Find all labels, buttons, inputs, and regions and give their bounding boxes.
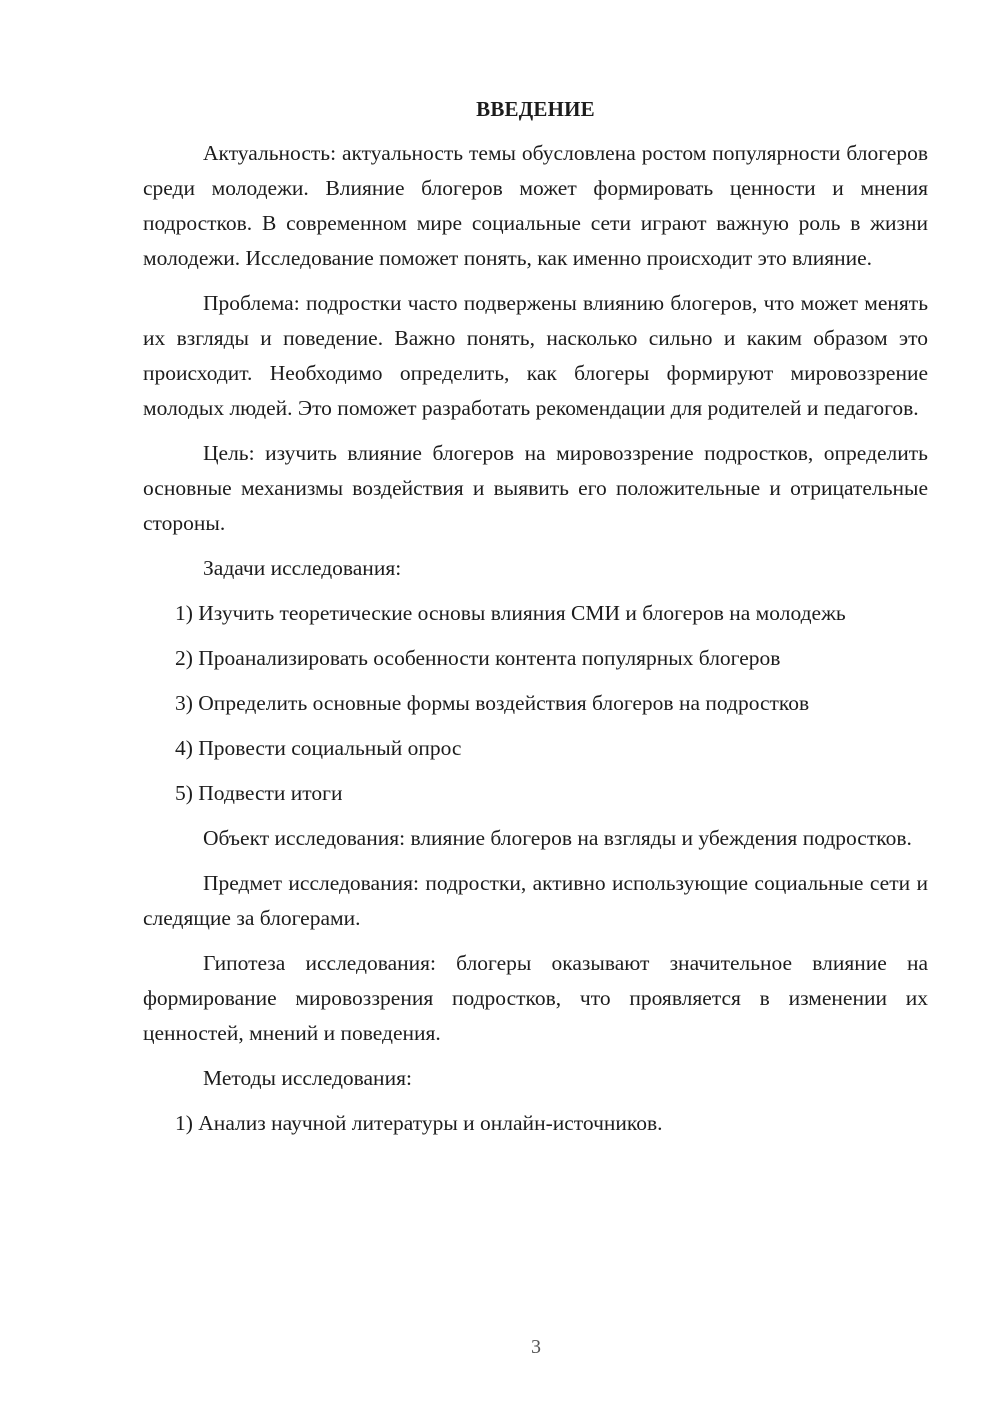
hypothesis-paragraph: Гипотеза исследования: блогеры оказывают значительное влияние на формирование мировоззрения подростков, что проявляется в изменении их ценностей, мнений и поведения. (143, 951, 928, 1045)
subject-paragraph: Предмет исследования: подростки, активно использующие социальные сети и следящие за блогерами. (143, 871, 928, 930)
methods-heading: Методы исследования: (203, 1066, 412, 1090)
goal-paragraph: Цель: изучить влияние блогеров на мировоззрение подростков, определить основные механизмы воздействия и выявить его положительные и отрицательные стороны. (143, 441, 928, 535)
task-item-5: 5) Подвести итоги (175, 781, 343, 805)
relevance-paragraph: Актуальность: актуальность темы обусловлена ростом популярности блогеров среди молодежи. Влияние блогеров может формировать ценности и мнения подростков. В современном мире социальные сети играют важную роль в жизни молодежи. Исследование поможет понять, как именно происходит это влияние. (143, 141, 928, 270)
task-item-3: 3) Определить основные формы воздействия блогеров на подростков (175, 691, 810, 715)
task-item-2: 2) Проанализировать особенности контента популярных блогеров (175, 646, 781, 670)
document-page (143, 92, 928, 1151)
method-item-1: 1) Анализ научной литературы и онлайн-источников. (175, 1111, 663, 1135)
task-item-4: 4) Провести социальный опрос (175, 736, 462, 760)
page-number: 3 (531, 1336, 541, 1358)
task-item-1: 1) Изучить теоретические основы влияния СМИ и блогеров на молодежь (175, 601, 846, 625)
object-paragraph: Объект исследования: влияние блогеров на взгляды и убеждения подростков. (203, 826, 912, 850)
problem-paragraph: Проблема: подростки часто подвержены влиянию блогеров, что может менять их взгляды и поведение. Важно понять, насколько сильно и каким образом это происходит. Необходимо определить, как блогеры формируют мировоззрение молодых людей. Это поможет разработать рекомендации для родителей и педагогов. (143, 291, 928, 420)
tasks-heading: Задачи исследования: (203, 556, 402, 580)
section-title: ВВЕДЕНИЕ (476, 97, 595, 121)
